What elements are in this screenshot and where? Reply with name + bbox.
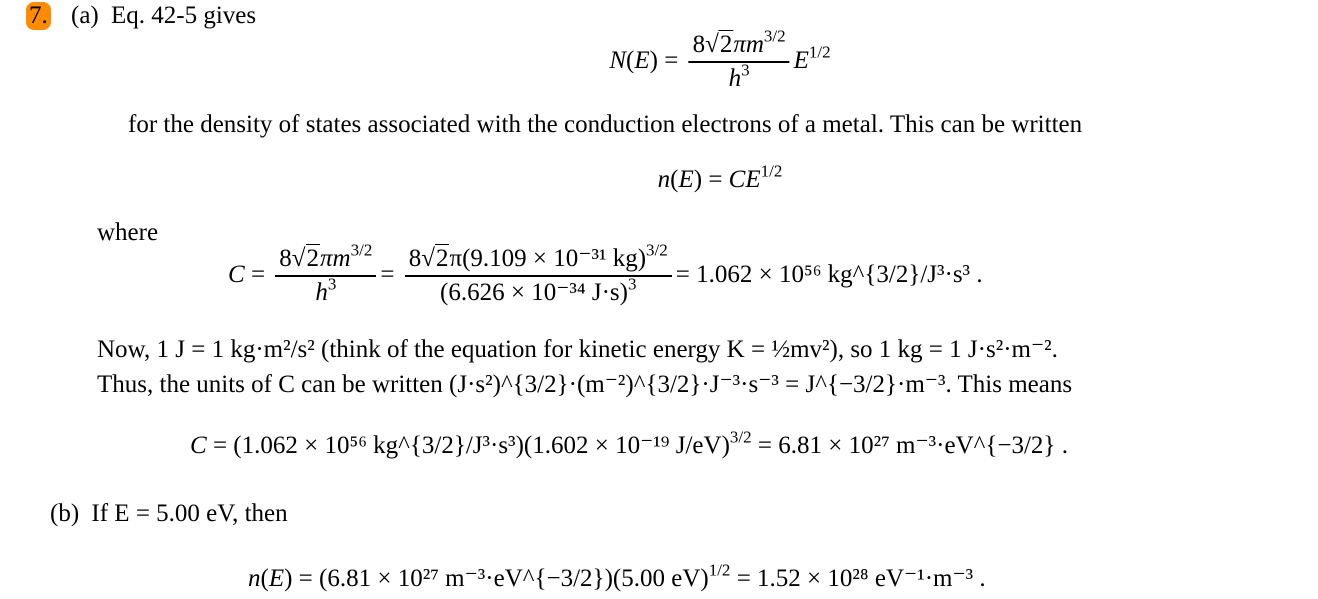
equation-C: C = $\frac{8√2\pi m^{3/2}}{h^3}$ = $\frac{8√2\pi(9.109 \times 10^{-31} kg)^{3/2}}{(6.626 \times 10^{-34} J\cdot s)^3}$ = 1.062 × 10⁵⁶ kg^{3/2}/J³·s³ . (228, 240, 983, 307)
C-si-inline: 1.062 × 10⁵⁶ kg^{3/2}/J³·s³ (241, 432, 516, 459)
part-a-intro: Eq. 42-5 gives (111, 2, 257, 29)
C-eV-inline: 6.81 × 10²⁷ m⁻³·eV^{−3/2} (327, 565, 605, 592)
equation-n-of-E: $n(E) = CE^{1/2}$ (657, 161, 783, 193)
electron-mass-value: 9.109 × 10⁻³¹ kg (470, 245, 638, 272)
eV-to-J-value: 1.602 × 10⁻¹⁹ J/eV (532, 432, 722, 459)
C-eV-value: 6.81 × 10²⁷ m⁻³·eV^{−3/2} (778, 432, 1056, 459)
equation-C-eV: C = (1.062 × 10⁵⁶ kg^{3/2}/J³·s³)(1.602 × 10⁻¹⁹ J/eV)$^{3/2}$ = 6.81 × 10²⁷ m⁻³·eV^{−3/2} . (190, 427, 1068, 459)
thus-text: Thus, the units of C can be written (J·s²)^{3/2}·(m⁻²)^{3/2}·J⁻³·s⁻³ = J^{−3/2}·m⁻³. This means (97, 371, 1073, 398)
n-E-value: 1.52 × 10²⁸ eV⁻¹·m⁻³ (757, 565, 974, 592)
equation-n-at-E: n(E) = (6.81 × 10²⁷ m⁻³·eV^{−3/2})(5.00 eV)$^{1/2}$ = 1.52 × 10²⁸ eV⁻¹·m⁻³ . (248, 560, 986, 592)
planck-constant-value: 6.626 × 10⁻³⁴ J·s (448, 279, 620, 307)
density-text: for the density of states associated with the conduction electrons of a metal. This can be written (128, 111, 1083, 138)
part-b-heading (50, 501, 288, 526)
problem-header (26, 2, 256, 30)
where-text: where (97, 219, 159, 246)
now-text: Now, 1 J = 1 kg·m²/s² (think of the equation for kinetic energy K = ½mv²), so 1 kg = 1 J·s²·m⁻². (97, 336, 1058, 363)
part-a-label: (a) (71, 2, 99, 29)
C-si-value: 1.062 × 10⁵⁶ kg^{3/2}/J³·s³ (696, 260, 971, 288)
E-value: 5.00 eV (621, 565, 701, 592)
equation-density-of-states: N(E) = $\frac{8√2\pi m^{3/2}}{h^3}$ $E^{1/2}$ (609, 26, 831, 93)
problem-number: 7. (26, 2, 51, 30)
part-b-label: (b) (50, 500, 80, 527)
part-b-intro: If E = 5.00 eV, then (91, 500, 288, 527)
